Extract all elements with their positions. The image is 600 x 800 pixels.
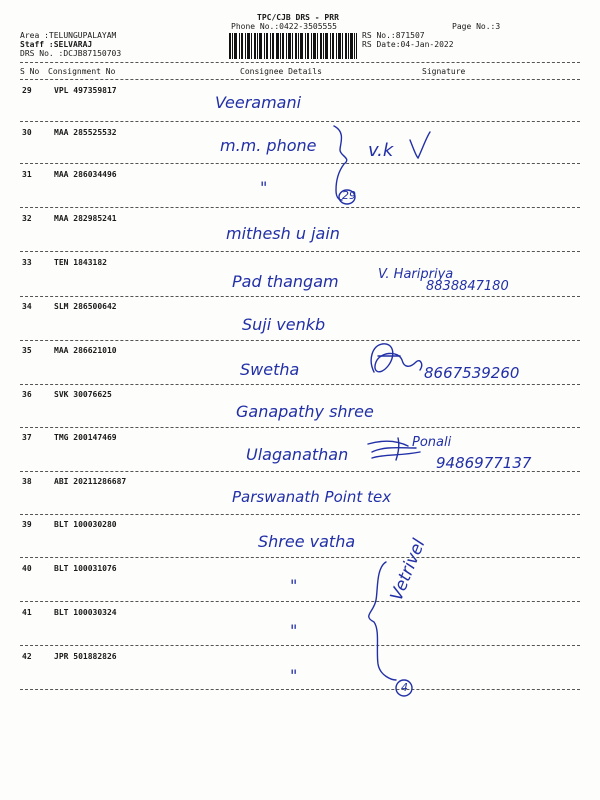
row-consignment: VPL 497359817 [54,86,117,95]
consignee-handwriting: m.m. phone [220,136,317,155]
consignee-handwriting: Veeramani [215,93,302,112]
row-sno: 42 [22,652,32,661]
consignee-handwriting: " [290,576,298,595]
row-consignment: BLT 100030324 [54,608,117,617]
row-consignment: MAA 282985241 [54,214,117,223]
row-consignment: TMG 200147469 [54,433,117,442]
column-signature: Signature [422,67,466,76]
row-sno: 34 [22,302,32,311]
row-sno: 33 [22,258,32,267]
consignee-handwriting: " [290,666,298,685]
row-sno: 41 [22,608,32,617]
row-consignment: JPR 501882826 [54,652,117,661]
row-sno: 29 [22,86,32,95]
row-consignment: SVK 30076625 [54,390,112,399]
rs-number: RS No.:871507 [362,31,425,40]
signature-phone: 9486977137 [436,454,532,472]
consignee-handwriting: Swetha [240,360,300,379]
row-consignment: BLT 100031076 [54,564,117,573]
row-sno: 30 [22,128,32,137]
row-consignment: TEN 1843182 [54,258,107,267]
row-sno: 38 [22,477,32,486]
row-sno: 31 [22,170,32,179]
column-sno: S No [20,67,40,76]
column-consignment: Consignment No [48,67,116,76]
column-consignee: Consignee Details [240,67,322,76]
consignee-handwriting: Ganapathy shree [236,402,374,421]
signature-phone: 8838847180 [426,279,509,294]
signature-name: V. Haripriya [378,267,454,282]
area-label: Area :TELUNGUPALAYAM [20,31,117,40]
page-number: Page No.:3 [452,22,501,31]
report-title: TPC/CJB DRS - PRR [257,13,339,22]
row-consignment: BLT 100030280 [54,520,117,529]
consignee-handwriting: Parswanath Point tex [232,488,392,506]
consignee-handwriting: Ulaganathan [246,445,349,464]
consignee-handwriting: Pad thangam [232,272,339,291]
phone-number: Phone No.:0422-3505555 [231,22,337,31]
signature-name: Ponali [412,435,452,450]
row-sno: 32 [22,214,32,223]
row-sno: 35 [22,346,32,355]
row-consignment: MAA 286621010 [54,346,117,355]
consignee-handwriting: mithesh u jain [226,224,340,243]
consignee-handwriting: " [260,178,268,197]
signature-phone: 8667539260 [424,364,520,382]
row-sno: 40 [22,564,32,573]
drs-number: DRS No. :DCJB87150703 [20,49,122,58]
row-consignment: MAA 286034496 [54,170,117,179]
consignee-handwriting: Shree vatha [258,532,356,551]
row-sno: 37 [22,433,32,442]
row-consignment: ABI 20211286687 [54,477,127,486]
row-sno: 36 [22,390,32,399]
signature-count: 4 [401,681,408,694]
staff-label: Staff :SELVARAJ [20,40,93,49]
consignee-handwriting: Suji venkb [242,315,326,334]
row-consignment: MAA 285525532 [54,128,117,137]
row-sno: 39 [22,520,32,529]
signature-handwriting: Vetrivel [386,536,430,604]
consignee-handwriting: " [290,621,298,640]
signature-count: 29 [342,189,356,202]
rs-date: RS Date:04-Jan-2022 [362,40,454,49]
signature-handwriting: v.k [368,140,394,161]
row-consignment: SLM 286500642 [54,302,117,311]
